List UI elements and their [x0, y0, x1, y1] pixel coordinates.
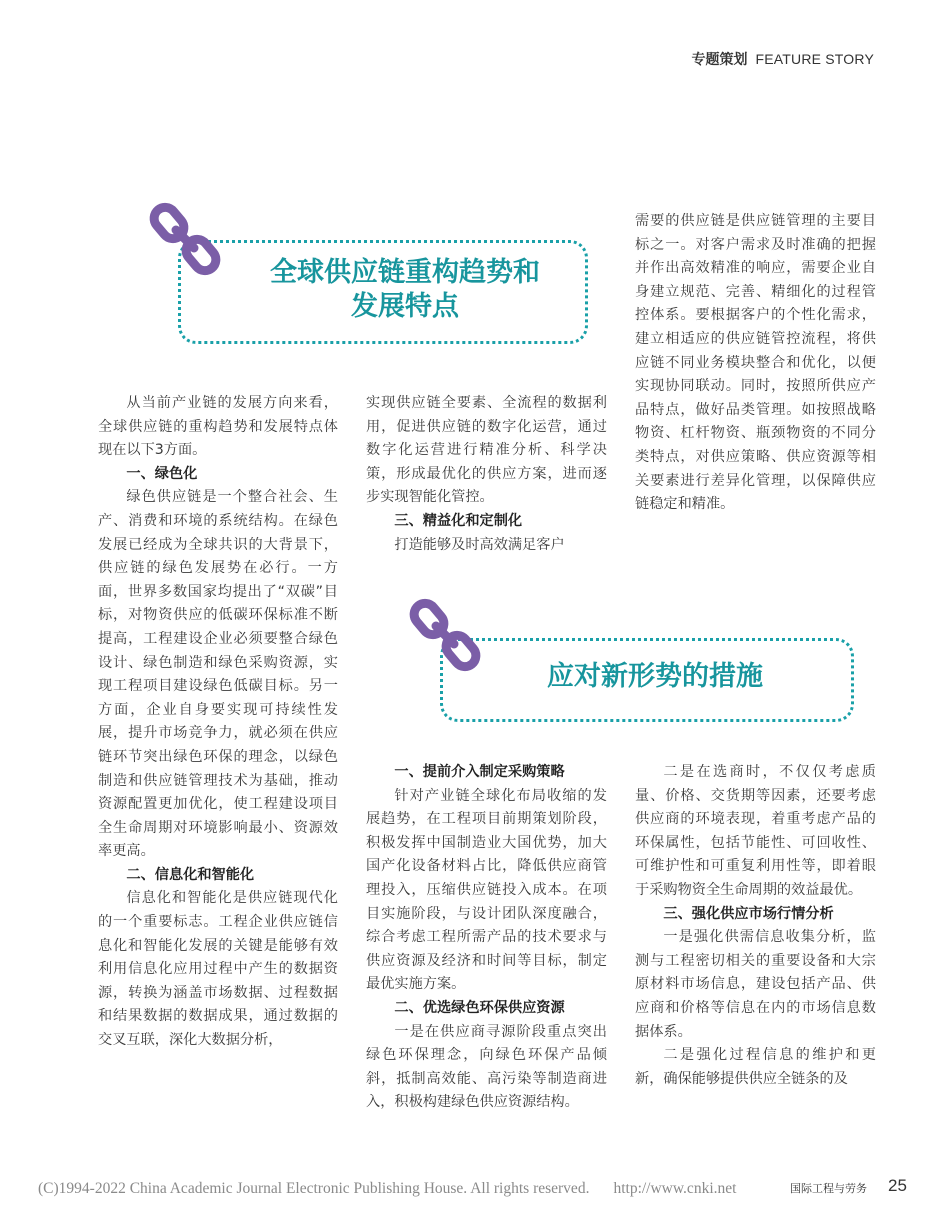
column-2	[366, 392, 607, 557]
subheading: 一、提前介入制定采购策略	[394, 764, 565, 780]
section-heading-line-1: 全球供应链重构趋势和	[270, 257, 540, 288]
publication-name: 国际工程与劳务	[790, 1182, 867, 1195]
section-label-en: FEATURE STORY	[755, 51, 874, 67]
paragraph: 需要的供应链是供应链管理的主要目标之一。对客户需求及时准确的把握并作出高效精准的响应，需要企业自身建立规范、完善、精细化的过程管控体系。要根据客户的个性化需求，建立相适应的供应链管控流程，将供应链不同业务模块整合和优化，以便实现协同联动。同时，按照所供应产品特点，做好品类管理。如按照战略物资、杠杆物资、瓶颈物资的不同分类特点，对供应策略、供应资源等相关要素进行差异化管理，以保障供应链稳定和精准。	[635, 213, 876, 513]
section-heading: 应对新形势的措施	[547, 661, 763, 692]
column-3	[635, 210, 876, 517]
paragraph: 一是在供应商寻源阶段重点突出绿色环保理念，向绿色环保产品倾斜，抵制高效能、高污染等制造商进入，积极构建绿色供应资源结构。	[366, 1023, 607, 1111]
paragraph: 一是强化供需信息收集分析，监测与工程密切相关的重要设备和大宗原材料市场信息，建设包括产品、供应商和价格等信息在内的市场信息数据体系。	[635, 929, 876, 1040]
subheading: 三、强化供应市场行情分析	[663, 905, 834, 922]
subheading: 三、精益化和定制化	[394, 512, 523, 529]
running-header	[691, 49, 874, 69]
chain-link-icon	[148, 200, 228, 280]
paragraph: 打造能够及时高效满足客户	[394, 536, 565, 553]
page-number: 25	[888, 1176, 907, 1195]
paragraph: 信息化和智能化是供应链现代化的一个重要标志。工程企业供应链信息化和智能化发展的关键是能够有效利用信息化应用过程中产生的数据资源，转换为涵盖市场数据、过程数据和结果数据的数据成果，通过数据的交叉互联，深化大数据分析，	[98, 890, 338, 1049]
section-label-cn: 专题策划	[691, 52, 748, 68]
copyright-text: (C)1994-2022 China Academic Journal Electronic Publishing House. All rights reserved.	[38, 1180, 590, 1197]
section-heading-line-2: 发展特点	[351, 291, 459, 322]
subheading: 一、绿色化	[126, 465, 198, 482]
section-heading	[230, 256, 580, 324]
paragraph: 从当前产业链的发展方向来看，全球供应链的重构趋势和发展特点体现在以下3方面。	[98, 395, 338, 459]
copyright-footer	[38, 1180, 736, 1198]
paragraph: 绿色供应链是一个整合社会、生产、消费和环境的系统结构。在绿色发展已经成为全球共识的大背景下，供应链的绿色发展势在必行。一方面，世界多数国家均提出了“双碳”目标，对物资供应的低碳环保标准不断提高，工程建设企业必须要整合绿色设计、绿色制造和绿色采购资源，实现工程项目建设绿色低碳目标。另一方面，企业自身要实现可持续性发展，提升市场竞争力，就必须在供应链环节突出绿色环保的理念，以绿色制造和供应链管理技术为基础，推动资源配置更加优化，使工程建设项目全生命周期对环境影响最小、资源效率更高。	[98, 489, 338, 860]
column-1	[98, 392, 338, 1053]
subheading: 二、优选绿色环保供应资源	[394, 999, 565, 1016]
paragraph: 二是在选商时，不仅仅考虑质量、价格、交货期等因素，还要考虑供应商的环境表现，着重考虑产品的环保属性，包括节能性、可回收性、可维护性和可重复利用性等，即着眼于采购物资全生命周期的效益最优。	[635, 764, 876, 898]
column-4	[366, 761, 607, 1115]
paragraph: 针对产业链全球化布局收缩的发展趋势，在工程项目前期策划阶段，积极发挥中国制造业大国优势，加大国产化设备材料占比，降低供应商管理投入，压缩供应链投入成本。在项目实施阶段，与设计团队深度融合，综合考虑工程所需产品的技术要求与供应资源及经济和时间等目标，制定最优实施方案。	[366, 787, 607, 993]
paragraph: 实现供应链全要素、全流程的数据利用，促进供应链的数字化运营，通过数字化运营进行精准分析、科学决策，形成最优化的供应方案，进而逐步实现智能化管控。	[366, 395, 607, 506]
paragraph: 二是强化过程信息的维护和更新，确保能够提供供应全链条的及	[635, 1047, 876, 1087]
subheading: 二、信息化和智能化	[126, 866, 255, 883]
column-5	[635, 761, 876, 1091]
source-url[interactable]: http://www.cnki.net	[613, 1180, 737, 1197]
